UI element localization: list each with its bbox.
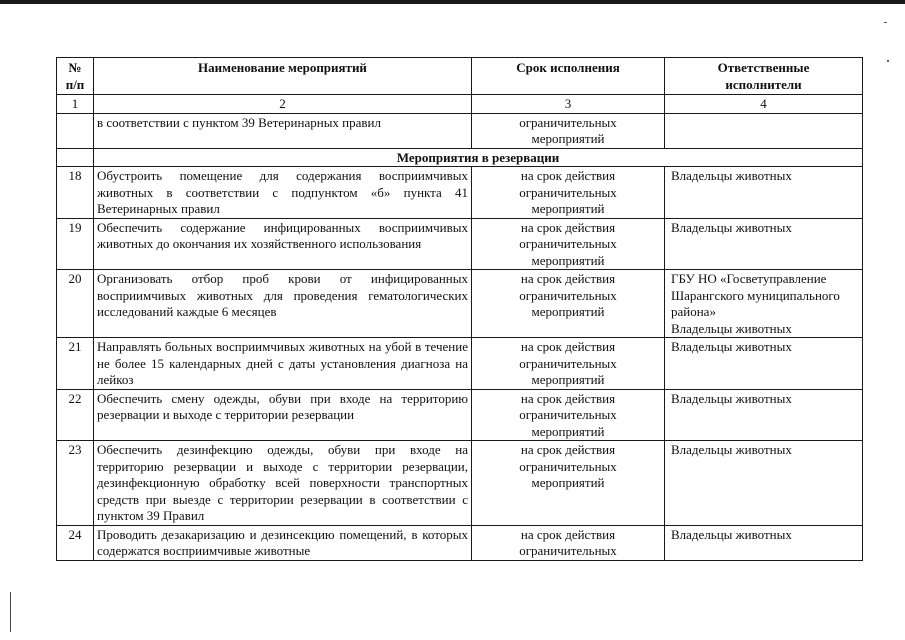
measure-text: Проводить дезакаризацию и дезинсекцию помещений, в которых содержатся восприимчивые животные — [94, 525, 472, 560]
deadline-text: на срок действия ограничительных — [472, 525, 665, 560]
responsible-text: Владельцы животных — [665, 525, 863, 560]
deadline-text: на срок действия ограничительных мероприятий — [472, 218, 665, 270]
scan-edge-mark — [10, 592, 11, 632]
table-row — [57, 389, 863, 441]
measure-text: в соответствии с пунктом 39 Ветеринарных правил — [94, 113, 472, 148]
header-responsible: Ответственные исполнители — [665, 58, 863, 95]
row-number — [57, 113, 94, 148]
deadline-text: на срок действия ограничительных мероприятий — [472, 389, 665, 441]
continuation-row — [57, 113, 863, 148]
row-number: 23 — [57, 441, 94, 526]
measure-text: Организовать отбор проб крови от инфицированных восприимчивых животных для проведения гематологических исследований каждые 6 месяцев — [94, 270, 472, 338]
measure-text: Обеспечить содержание инфицированных восприимчивых животных до окончания их хозяйственного использования — [94, 218, 472, 270]
responsible-text: Владельцы животных — [665, 167, 863, 219]
table-row — [57, 441, 863, 526]
row-number: 22 — [57, 389, 94, 441]
column-number: 3 — [472, 95, 665, 114]
table-row — [57, 218, 863, 270]
table-header-row — [57, 58, 863, 95]
row-number: 24 — [57, 525, 94, 560]
top-border-line — [0, 0, 905, 4]
measure-text: Обустроить помещение для содержания восприимчивых животных в соответствии с подпунктом «б» пункта 41 Ветеринарных правил — [94, 167, 472, 219]
scan-speck — [884, 22, 887, 23]
table-row — [57, 338, 863, 390]
deadline-text: на срок действия ограничительных мероприятий — [472, 270, 665, 338]
column-numbers-row — [57, 95, 863, 114]
responsible-text: Владельцы животных — [665, 441, 863, 526]
measure-text: Обеспечить дезинфекцию одежды, обуви при входе на территорию резервации и выходе с территории резервации, дезинфекционную обработку всей поверхности транспортных средств при выезде с территории резервации в соответствии с пунктом 39 Правил — [94, 441, 472, 526]
row-number: 18 — [57, 167, 94, 219]
responsible-text: Владельцы животных — [665, 218, 863, 270]
table-row — [57, 167, 863, 219]
deadline-text: на срок действия ограничительных мероприятий — [472, 338, 665, 390]
table-row — [57, 270, 863, 338]
responsible-text: Владельцы животных — [665, 389, 863, 441]
header-deadline: Срок исполнения — [472, 58, 665, 95]
header-number: № п/п — [57, 58, 94, 95]
deadline-text: на срок действия ограничительных мероприятий — [472, 167, 665, 219]
measures-table — [56, 57, 863, 561]
responsible-text: ГБУ НО «Госветуправление Шарангского муниципального района» Владельцы животных — [665, 270, 863, 338]
row-number: 20 — [57, 270, 94, 338]
section-spacer — [57, 148, 94, 167]
responsible-text — [665, 113, 863, 148]
row-number: 21 — [57, 338, 94, 390]
scan-speck — [887, 60, 889, 62]
deadline-text: на срок действия ограничительных мероприятий — [472, 441, 665, 526]
header-name: Наименование мероприятий — [94, 58, 472, 95]
column-number: 2 — [94, 95, 472, 114]
section-title: Мероприятия в резервации — [94, 148, 863, 167]
column-number: 1 — [57, 95, 94, 114]
measure-text: Обеспечить смену одежды, обуви при входе на территорию резервации и выходе с территории резервации — [94, 389, 472, 441]
table-row — [57, 525, 863, 560]
section-row — [57, 148, 863, 167]
deadline-text: ограничительных мероприятий — [472, 113, 665, 148]
measure-text: Направлять больных восприимчивых животных на убой в течение не более 15 календарных дней с даты установления диагноза на лейкоз — [94, 338, 472, 390]
column-number: 4 — [665, 95, 863, 114]
row-number: 19 — [57, 218, 94, 270]
responsible-text: Владельцы животных — [665, 338, 863, 390]
